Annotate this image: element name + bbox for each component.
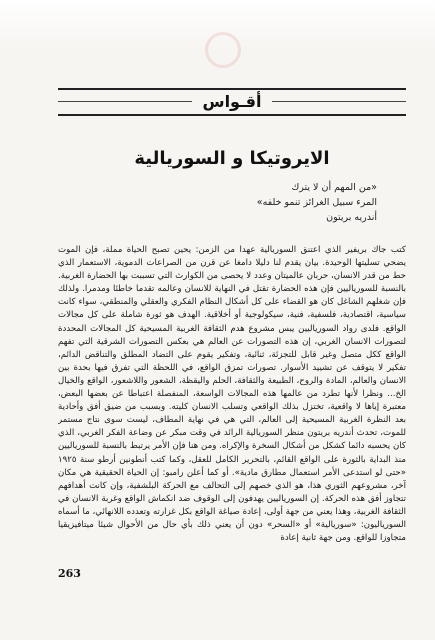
epigraph-line: «من المهم أن لا يترك xyxy=(291,182,377,193)
watermark-seal-icon xyxy=(205,32,241,68)
section-header xyxy=(58,88,406,116)
watermark xyxy=(150,6,290,66)
epigraph-author: أندريه بريتون xyxy=(326,212,377,223)
article-title: الايروتيكا و السوريالية xyxy=(134,148,330,169)
page-number: 263 xyxy=(58,567,81,580)
section-label: أقـواس xyxy=(192,92,271,111)
epigraph-line: المرء سبيل الغرائز تنمو خلفه» xyxy=(256,197,377,208)
article-body: كتب جاك بريفير الذي اعتنق السوريالية عهدا من الزمن: يحين تصبح الحياة مملة، فإن الموت يضحي تسليتها الوحيدة. بيان يقدم لنا دليلا دامغا عن قرن من الصراعات الدموية، الاستعمار الذي حط من قدر الانسان، حربان عالميتان وعدد لا يحصى من الكوارث التي تسببت بها الحضارة الغربية. بالنسبة للسورياليين فإن هذه الحضارة تقتل في النهاية للانسان وعالمه تقدما خاطئا ومدمرا. ولذلك فإن شغلهم الشاغل كان هو القضاء على كل أشكال النظام الفكري والعقلي والمنطقي، سواء كانت سياسية، اقتصادية، فلسفية، فنية، سيكولوجية أو أخلاقية. الهدف هو ثورة شاملة على كل مجالات الواقع. فلدى رواد السورياليين يبس مشروع هدم الثقافة الغربية المسيحية كل المجالات المحددة لتصورات الانسان الغربي، إن هذه التصورات عن العالم هي بعكس التصورات الشرقية التي تفهم الواقع ككل متصل وغير قابل للتجزئة، ثنائية، وتفكير يقوم على التضاد المطلق والتناقض الدائم، تفكير لا يتوقف عن تشييد الأسوار. تصورات تمزق الواقع، في اللحظة التي تفرق فيها بحدة بين الانسان والعالم، المادة والروح، الطبيعة والثقافة، الحلم واليقظة، الشعور واللاشعور، الواقع والخيال الخ... ونظرا لأنها تطرد من عالمها هذه المجالات الواسعة، المنفصلة اعتباطا عن بعضها البعض، معتبرة إياها لا واقعية، تختزل بذلك الواقعي وتسلب الانسان كليته. وبسبب من ضيق أفق وأحادية بعد النظرة الغربية المسيحية إلى العالم، التي هي في نهاية المطاف، ليست سوى نتاج مستمر للموت، تحدث أندريه بريتون منظر السوريالية الرائد في وقت مبكر عن وضاعة الفكر الغربي، الذي كان يحسبه دائما كشكل من أشكال السخرة والإكراه. ومن هنا فإن الأمر يرتبط بالنسبة للسورياليين منذ البداية بالثورة على الواقع القائم، بالتحرير الكامل للعقل، وكما كتب أنطونين أرطو سنة ١٩٢٥ «حتى لو استدعى الأمر استعمال مطارق مادية». أو كما أعلن رامبو: إن الحياة الحقيقية هي مكان آخر، مشروعهم الثوري هذا، هو الذي خصهم إلى التحالف مع الحركة البلشفية، وإن كانت أهدافهم تتجاوز أفق هذه الحركة. إن السورياليين يهدفون إلى الوقوف ضد انكماش الواقع وغربة الانسان في الثقافة الغربية، وهذا يعني من جهة أولى، إعادة صياغة الواقع بكل غزارته وتعدده اللانهائي، ما أسماه السورياليون: «سوريالية» أو «السحر» دون أن يعني ذلك بأي حال من الأحوال شيئا ميتافيزيقيا متجاوزا للواقع. ومن جهة ثانية إعادة xyxy=(58,245,406,544)
epigraph xyxy=(177,180,377,225)
